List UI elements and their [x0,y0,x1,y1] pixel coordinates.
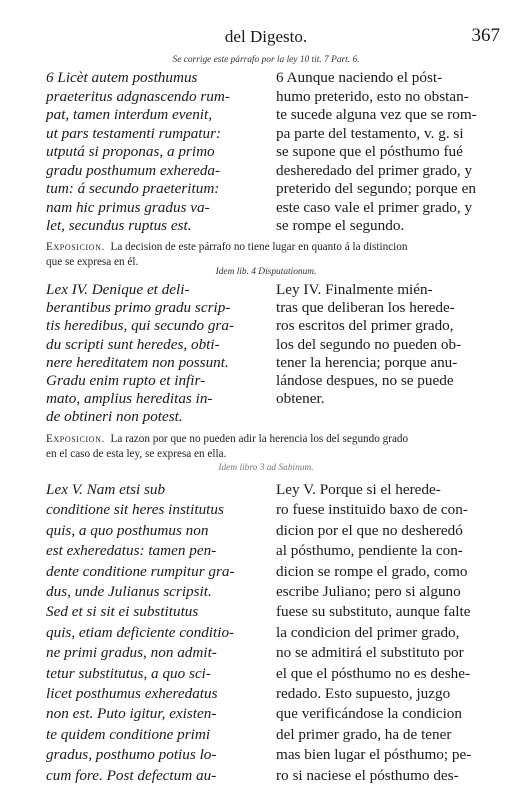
latin-line: te quidem conditione primi [46,725,211,743]
source-note-lex5: Idem libro 3 ad Sabinum. [218,463,314,473]
spanish-line: ros escritos del primer grado, [276,317,454,335]
spanish-line: te sucede alguna vez que se rom- [276,106,477,123]
spanish-line: la condicion del primer grado, [276,623,460,641]
spanish-line: se supone que el pósthumo fué [276,143,463,160]
spanish-line: del primer grado, ha de tener [276,725,452,743]
latin-line: nere hereditatem non possunt. [46,353,229,371]
exposicion-line [46,432,504,447]
exposicion-label: Exposicion. [46,241,105,253]
exposicion-line: en el caso de esta ley, se expresa en ella. [46,448,227,460]
spanish-line: al pósthumo, pendiente la con- [276,542,463,560]
spanish-line: desheredado del primer grado, y [276,161,473,179]
latin-line: gradus, posthumo potius lo- [46,746,217,764]
latin-line: ne primi gradus, non admit- [46,644,217,662]
correction-note: Se corrige este párrafo por la ley 10 tit. 7 Part. 6. [172,55,360,65]
latin-line: tis heredibus, qui secundo gra- [46,317,234,335]
lex-4-spanish [276,281,504,408]
spanish-line: dicion por el que no desheredó [276,521,463,539]
latin-line: cum fore. Post defectum au- [46,766,217,784]
spanish-line: Ley V. Porque si el herede- [276,481,441,498]
spanish-line: 6 Aunque naciendo el póst- [276,69,443,86]
latin-line: dente conditione rumpitur gra- [46,562,235,580]
lex-5-spanish [276,480,504,786]
latin-line: let, secundus ruptus est. [46,217,192,234]
latin-line: ut pars testamenti rumpatur: [46,124,222,142]
latin-line: est exheredatus: tamen pen- [46,542,217,560]
spanish-line: pa parte del testamento, v. g. si [276,124,464,142]
page-header [0,25,532,49]
exposicion-line: que se expresa en él. [46,256,139,268]
latin-line: utputá si proponas, a primo [46,143,215,160]
latin-line: pat, tamen interdum evenit, [46,106,213,123]
spanish-line: tener la herencia; porque anu- [276,353,458,371]
latin-line: licet posthumus exheredatus [46,685,218,703]
latin-line: tetur substitutus, a quo sci- [46,664,211,682]
exposicion-label: Exposicion. [46,433,105,445]
spanish-line: ro fuese instituido baxo de con- [276,501,468,519]
latin-line: conditione sit heres institutus [46,501,224,519]
latin-line: de obtineri non potest. [46,408,183,426]
spanish-line: fuese su substituto, aunque falte [276,603,471,621]
spanish-line: los del segundo no pueden ob- [276,335,462,353]
latin-line: dus, unde Julianus scripsit. [46,583,212,601]
latin-line: nam hic primus gradus va- [46,198,210,216]
latin-line: praeteritus adgnascendo rum- [46,87,230,105]
spanish-line: obtener. [276,390,325,408]
spanish-line: lándose despues, no se puede [276,372,454,390]
latin-line: mato, amplius hereditas in- [46,390,213,408]
exposicion-text: La razon por que no pueden adir la herencia los del segundo grado [110,433,409,445]
exposicion-2 [46,432,504,462]
lex-5-latin [46,480,264,786]
spanish-line: humo preterido, esto no obstan- [276,87,469,105]
spanish-line: tras que deliberan los herede- [276,299,455,317]
spanish-line: redado. Esto supuesto, juzgo [276,685,451,703]
latin-line: quis, a quo posthumus non [46,521,209,539]
latin-line: 6 Licèt autem posthumus [46,69,198,86]
latin-line: gradu posthumum exhereda- [46,161,221,179]
paragraph-6-latin [46,69,264,236]
latin-line: berantibus primo gradu scrip- [46,299,231,317]
latin-line: tum: á secundo praeteritum: [46,180,220,197]
source-note-lex4: Idem lib. 4 Disputationum. [215,267,317,277]
latin-line: non est. Puto igitur, existen- [46,705,217,723]
spanish-line: se rompe el segundo. [276,217,405,234]
exposicion-text: La decision de este párrafo no tiene lugar en quanto á la distincion [110,241,408,253]
spanish-line: mas bien lugar el pósthumo; pe- [276,746,472,764]
latin-line: quis, etiam deficiente conditio- [46,623,235,641]
spanish-line: este caso vale el primer grado, y [276,198,473,216]
spanish-line: dicion se rompe el grado, como [276,562,468,580]
latin-line: Gradu enim rupto et infir- [46,372,206,390]
exposicion-1 [46,240,504,270]
spanish-line: el que el pósthumo no es deshe- [276,664,471,682]
running-title: del Digesto. [224,27,308,46]
spanish-line: que verificándose la condicion [276,705,462,723]
spanish-line: ro si naciese el pósthumo des- [276,766,459,784]
spanish-line: escribe Juliano; pero si alguno [276,583,461,601]
page-number: 367 [471,25,500,46]
paragraph-6-spanish [276,69,504,236]
latin-line: Lex V. Nam etsi sub [46,481,166,498]
latin-line: Lex IV. Denique et deli- [46,281,190,298]
spanish-line: Ley IV. Finalmente mién- [276,281,433,298]
latin-line: Sed et si sit ei substitutus [46,603,199,621]
latin-line: du scripti sunt heredes, obti- [46,335,220,353]
spanish-line: no se admitirá el substituto por [276,644,464,662]
spanish-line: preterido del segundo; porque en [276,180,476,197]
exposicion-line [46,240,504,255]
lex-4-latin [46,281,264,427]
